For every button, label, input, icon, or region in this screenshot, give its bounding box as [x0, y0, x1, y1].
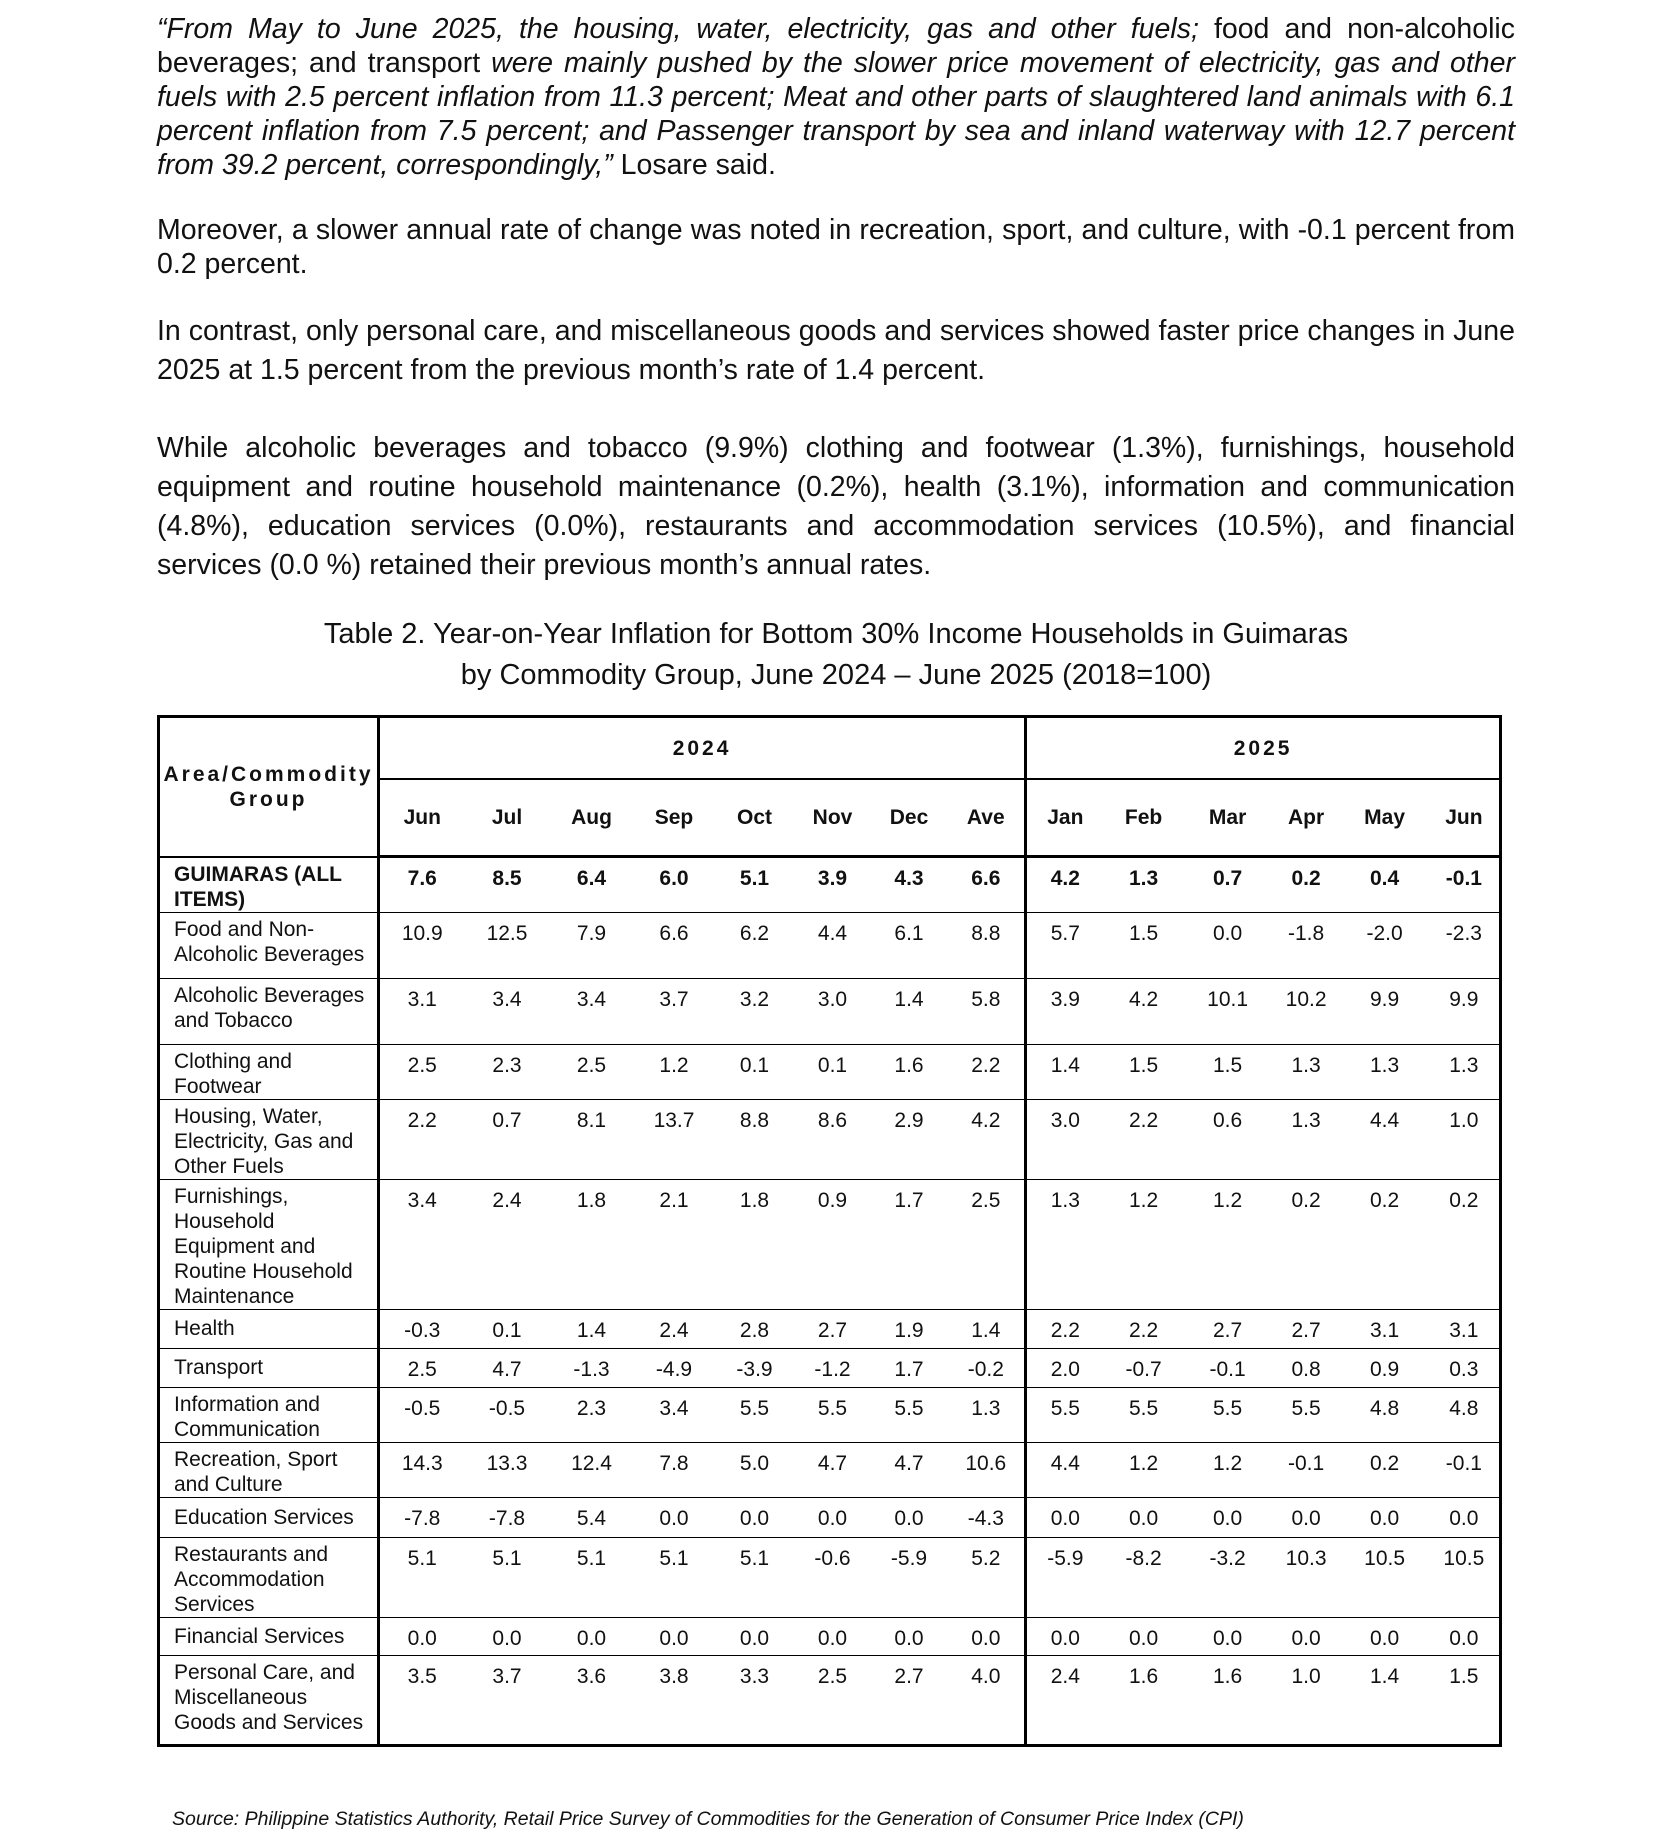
value-cell: 13.3 [486, 1451, 528, 1475]
value-cell: 2.9 [894, 1108, 924, 1132]
value-cell: 0.7 [1212, 867, 1243, 890]
value-cell: 0.0 [1212, 1626, 1243, 1650]
value-cell: 2.2 [1050, 1318, 1080, 1342]
row-label: Financial Services [159, 1617, 379, 1655]
value-cell: -1.3 [573, 1357, 610, 1381]
value-cell: 0.0 [1449, 1626, 1479, 1650]
value-cell: 0.9 [1369, 1357, 1400, 1381]
value-cell: 8.5 [492, 867, 522, 890]
row-label: Alcoholic Beverages and Tobacco [159, 978, 379, 1044]
value-cell: -4.3 [948, 1497, 1026, 1537]
paragraph-quote [157, 12, 1515, 182]
value-cell: 0.2 [1369, 1188, 1400, 1212]
value-cell: -7.8 [404, 1506, 441, 1530]
value-cell: 4.2 [948, 1099, 1026, 1179]
value-cell: 8.6 [817, 1108, 848, 1132]
value-cell: 3.5 [407, 1664, 437, 1688]
value-cell: 1.2 [1128, 1451, 1159, 1475]
value-cell: 3.9 [1050, 987, 1080, 1011]
table-row [159, 1497, 1501, 1537]
value-cell: 2.2 [1128, 1108, 1159, 1132]
value-cell: 0.0 [1212, 921, 1243, 945]
table-row [159, 1348, 1501, 1387]
value-cell: 0.0 [948, 1617, 1026, 1655]
value-cell: 1.2 [1128, 1188, 1159, 1212]
value-cell: 2.5 [407, 1053, 437, 1077]
value-cell: 3.7 [492, 1664, 522, 1688]
value-cell: -0.2 [948, 1348, 1026, 1387]
value-cell: 1.3 [1291, 1108, 1321, 1132]
value-cell: 1.5 [1128, 921, 1159, 945]
value-cell: 0.0 [659, 1626, 689, 1650]
inflation-table [157, 715, 1502, 1747]
value-cell: 2.4 [659, 1318, 689, 1342]
value-cell: 0.0 [1291, 1506, 1321, 1530]
value-cell: 1.6 [1128, 1664, 1159, 1688]
value-cell: 1.7 [894, 1188, 924, 1212]
value-cell: 1.0 [1291, 1664, 1321, 1688]
row-label: Housing, Water, Electricity, Gas and Other Fuels [159, 1099, 379, 1179]
value-cell: 0.3 [1449, 1357, 1479, 1381]
value-cell: 0.1 [492, 1318, 522, 1342]
value-cell: 1.8 [739, 1188, 770, 1212]
value-cell: 0.0 [739, 1506, 770, 1530]
table-body [159, 857, 1501, 1746]
table-row [159, 1442, 1501, 1497]
paragraph-recreation: Moreover, a slower annual rate of change was noted in recreation, sport, and culture, with -0.1 percent from 0.2 percent. [157, 214, 1515, 280]
value-cell: 1.3 [1128, 867, 1159, 890]
value-cell: 0.0 [817, 1626, 848, 1650]
value-cell: 5.1 [739, 1546, 770, 1570]
value-cell: 3.4 [576, 987, 607, 1011]
value-cell: 2.2 [948, 1044, 1026, 1099]
value-cell: 0.0 [1050, 1506, 1080, 1530]
value-cell: -8.2 [1125, 1546, 1162, 1570]
month-header: Mar [1184, 779, 1272, 857]
value-cell: 10.3 [1285, 1546, 1327, 1570]
row-label: Furnishings, Household Equipment and Routine Household Maintenance [159, 1179, 379, 1309]
value-cell: 4.7 [894, 1451, 924, 1475]
value-cell: 7.6 [407, 867, 437, 890]
value-cell: 10.1 [1207, 987, 1249, 1011]
value-cell: 0.0 [1369, 1626, 1400, 1650]
value-cell: 1.4 [576, 1318, 607, 1342]
value-cell: 0.9 [817, 1188, 848, 1212]
value-cell: 10.9 [401, 921, 443, 945]
paragraph-retained-rates: While alcoholic beverages and tobacco (9.9%) clothing and footwear (1.3%), furnishings, household equipment and routine household maintenance (0.2%), health (3.1%), information and communication (4.8%), education services (0.0%), restaurants and accommodation services (10.5%), and financial services (0.0 %) retained their previous month’s annual rates. [157, 432, 1515, 581]
value-cell: 4.8 [1369, 1396, 1400, 1420]
value-cell: 2.0 [1050, 1357, 1080, 1381]
row-label: Information and Communication [159, 1387, 379, 1442]
value-cell: 4.2 [1128, 987, 1159, 1011]
value-cell: 0.0 [492, 1626, 522, 1650]
value-cell: 8.8 [739, 1108, 770, 1132]
value-cell: 1.2 [1212, 1451, 1243, 1475]
value-cell: 5.5 [1291, 1396, 1321, 1420]
value-cell: 0.0 [1128, 1506, 1159, 1530]
quote-normal-2: Losare said. [612, 149, 776, 181]
value-cell: 3.2 [739, 987, 770, 1011]
row-label: Recreation, Sport and Culture [159, 1442, 379, 1497]
month-header: Apr [1272, 779, 1341, 857]
value-cell: 0.1 [739, 1053, 770, 1077]
row-label: GUIMARAS (ALL ITEMS) [159, 857, 379, 913]
value-cell: 0.2 [1449, 1188, 1479, 1212]
month-header: Ave [948, 779, 1026, 857]
value-cell: 3.7 [659, 987, 689, 1011]
value-cell: -7.8 [488, 1506, 526, 1530]
value-cell: 0.0 [1449, 1506, 1479, 1530]
value-cell: 1.5 [1212, 1053, 1243, 1077]
caption-line-1: Table 2. Year-on-Year Inflation for Bottom 30% Income Households in Guimaras [323, 618, 1349, 650]
row-label: Food and Non-Alcoholic Beverages [159, 912, 379, 978]
paragraph-personal-care: In contrast, only personal care, and miscellaneous goods and services showed faster price changes in June 2025 at 1.5 percent from the previous month’s rate of 1.4 percent. [157, 315, 1515, 386]
value-cell: 5.5 [1050, 1396, 1080, 1420]
value-cell: 2.4 [492, 1188, 522, 1212]
value-cell: 8.1 [576, 1108, 607, 1132]
value-cell: 6.1 [894, 921, 924, 945]
value-cell: 3.4 [492, 987, 522, 1011]
value-cell: 1.8 [576, 1188, 607, 1212]
value-cell: 3.0 [1050, 1108, 1080, 1132]
value-cell: 1.7 [894, 1357, 924, 1381]
value-cell: 3.1 [407, 987, 437, 1011]
quote-italic-1: “From May to June 2025, the housing, water, electricity, gas and other fuels; [157, 13, 1199, 45]
value-cell: -0.5 [404, 1396, 441, 1420]
value-cell: 0.8 [1291, 1357, 1321, 1381]
value-cell: 1.0 [1449, 1108, 1479, 1132]
value-cell: 3.4 [407, 1188, 437, 1212]
value-cell: 10.5 [1364, 1546, 1406, 1570]
value-cell: -4.9 [655, 1357, 693, 1381]
value-cell: 9.9 [1449, 987, 1479, 1011]
inflation-table-wrapper [157, 715, 1499, 1747]
value-cell: 2.1 [659, 1188, 689, 1212]
value-cell: 1.3 [1291, 1053, 1321, 1077]
month-header: Feb [1104, 779, 1184, 857]
value-cell: 1.2 [659, 1053, 689, 1077]
value-cell: 2.5 [407, 1357, 437, 1381]
value-cell: -1.8 [1288, 921, 1325, 945]
value-cell: 0.0 [1291, 1626, 1321, 1650]
value-cell: -0.3 [404, 1318, 441, 1342]
row-label: Education Services [159, 1497, 379, 1537]
quote-normal-1: food and non-alcoholic beverages; and transport [157, 13, 1516, 79]
value-cell: -3.2 [1209, 1546, 1246, 1570]
value-cell: 1.9 [894, 1318, 924, 1342]
value-cell: 10.5 [1443, 1546, 1485, 1570]
table-row [159, 1655, 1501, 1745]
value-cell: 5.1 [659, 1546, 689, 1570]
value-cell: -0.1 [1445, 1451, 1482, 1475]
value-cell: 2.3 [576, 1396, 607, 1420]
value-cell: -0.1 [1288, 1451, 1325, 1475]
value-cell: 7.9 [576, 921, 607, 945]
value-cell: 2.5 [948, 1179, 1026, 1309]
value-cell: 6.0 [659, 867, 689, 890]
month-header: Dec [871, 779, 948, 857]
value-cell: -0.5 [488, 1396, 526, 1420]
value-cell: -0.6 [814, 1546, 851, 1570]
value-cell: 1.5 [1449, 1664, 1479, 1688]
value-cell: 1.6 [1212, 1664, 1243, 1688]
value-cell: 2.8 [739, 1318, 770, 1342]
value-cell: 0.0 [1369, 1506, 1400, 1530]
table-row [159, 978, 1501, 1044]
value-cell: 5.1 [739, 867, 770, 890]
value-cell: 1.6 [894, 1053, 924, 1077]
value-cell: 4.8 [1449, 1396, 1479, 1420]
table-row [159, 857, 1501, 913]
value-cell: 4.4 [817, 921, 848, 945]
value-cell: -1.2 [814, 1357, 851, 1381]
value-cell: 0.0 [739, 1626, 770, 1650]
value-cell: 1.3 [948, 1387, 1026, 1442]
month-header: Jul [465, 779, 550, 857]
value-cell: 2.7 [1212, 1318, 1243, 1342]
value-cell: 0.0 [894, 1626, 924, 1650]
year-header-row [159, 717, 1501, 780]
row-label: Personal Care, and Miscellaneous Goods and Services [159, 1655, 379, 1745]
value-cell: -0.1 [1445, 867, 1482, 890]
table-row [159, 1309, 1501, 1348]
table-row [159, 1537, 1501, 1617]
month-header: Oct [715, 779, 795, 857]
year-2024-header: 2024 [379, 717, 1026, 780]
value-cell: -5.9 [1047, 1546, 1084, 1570]
table-row [159, 912, 1501, 978]
value-cell: 0.0 [894, 1506, 924, 1530]
value-cell: 3.9 [817, 867, 848, 890]
value-cell: 8.8 [948, 912, 1026, 978]
value-cell: 2.3 [492, 1053, 522, 1077]
value-cell: 5.5 [894, 1396, 924, 1420]
value-cell: 1.4 [948, 1309, 1026, 1348]
value-cell: 6.6 [659, 921, 689, 945]
month-header: Jun [1429, 779, 1501, 857]
value-cell: 0.2 [1369, 1451, 1400, 1475]
value-cell: -0.7 [1125, 1357, 1162, 1381]
value-cell: 3.3 [739, 1664, 770, 1688]
value-cell: -5.9 [890, 1546, 928, 1570]
value-cell: 6.2 [739, 921, 770, 945]
value-cell: 1.4 [1050, 1053, 1080, 1077]
quote-italic-2: were mainly pushed by the slower price movement of electricity, gas and other fuels with 2.5 percent inflation from 11.3 percent; Meat and other parts of slaughtered land animals with 6.1 percent inflation from 7.5 percent; and Passenger transport by sea and inland waterway with 12.7 percent from 39.2 percent, correspondingly,” [157, 47, 1515, 181]
value-cell: 3.1 [1449, 1318, 1479, 1342]
row-label: Health [159, 1309, 379, 1348]
value-cell: 7.8 [659, 1451, 689, 1475]
value-cell: 2.7 [1291, 1318, 1321, 1342]
month-header: Aug [550, 779, 634, 857]
value-cell: 0.0 [1128, 1626, 1159, 1650]
value-cell: 5.1 [576, 1546, 607, 1570]
value-cell: -0.1 [1209, 1357, 1246, 1381]
table-row [159, 1099, 1501, 1179]
value-cell: 1.4 [1369, 1664, 1400, 1688]
value-cell: 2.7 [817, 1318, 848, 1342]
value-cell: 2.5 [817, 1664, 848, 1688]
table-caption [157, 614, 1515, 696]
value-cell: 0.0 [576, 1626, 607, 1650]
caption-line-2: by Commodity Group, June 2024 – June 2025 (2018=100) [460, 659, 1212, 691]
value-cell: -2.3 [1445, 921, 1482, 945]
value-cell: 12.4 [571, 1451, 612, 1475]
value-cell: 5.5 [817, 1396, 848, 1420]
value-cell: 3.0 [817, 987, 848, 1011]
value-cell: 4.4 [1050, 1451, 1080, 1475]
table-row [159, 1617, 1501, 1655]
value-cell: 5.5 [1212, 1396, 1243, 1420]
value-cell: 3.4 [659, 1396, 689, 1420]
year-2025-header: 2025 [1026, 717, 1501, 780]
value-cell: 12.5 [486, 921, 528, 945]
value-cell: 5.7 [1050, 921, 1080, 945]
value-cell: 5.0 [739, 1451, 770, 1475]
value-cell: 5.8 [948, 978, 1026, 1044]
value-cell: 5.4 [576, 1506, 607, 1530]
value-cell: 2.7 [894, 1664, 924, 1688]
value-cell: 2.4 [1050, 1664, 1080, 1688]
value-cell: 0.7 [492, 1108, 522, 1132]
value-cell: 1.5 [1128, 1053, 1159, 1077]
value-cell: 6.4 [576, 867, 607, 890]
source-note: Source: Philippine Statistics Authority, Retail Price Survey of Commodities for the Generation of Consumer Price Index (CPI) [172, 1808, 1244, 1830]
value-cell: 2.5 [576, 1053, 607, 1077]
value-cell: 5.1 [492, 1546, 522, 1570]
value-cell: 6.6 [948, 857, 1026, 913]
value-cell: 3.1 [1369, 1318, 1400, 1342]
value-cell: 0.0 [1212, 1506, 1243, 1530]
value-cell: 2.2 [407, 1108, 437, 1132]
month-header: Jun [379, 779, 465, 857]
value-cell: 0.2 [1291, 1188, 1321, 1212]
value-cell: 10.6 [948, 1442, 1026, 1497]
value-cell: 0.1 [817, 1053, 848, 1077]
value-cell: 2.2 [1128, 1318, 1159, 1342]
value-cell: 1.3 [1369, 1053, 1400, 1077]
value-cell: 5.1 [407, 1546, 437, 1570]
value-cell: 9.9 [1369, 987, 1400, 1011]
month-header: Jan [1026, 779, 1104, 857]
value-cell: 0.2 [1291, 867, 1321, 890]
month-header: May [1341, 779, 1429, 857]
value-cell: 0.0 [659, 1506, 689, 1530]
value-cell: 3.6 [576, 1664, 607, 1688]
table-row [159, 1044, 1501, 1099]
value-cell: 4.0 [948, 1655, 1026, 1745]
value-cell: 3.8 [659, 1664, 689, 1688]
value-cell: 5.5 [1128, 1396, 1159, 1420]
value-cell: -3.9 [736, 1357, 773, 1381]
value-cell: 4.4 [1369, 1108, 1400, 1132]
value-cell: -2.0 [1366, 921, 1403, 945]
value-cell: 5.2 [948, 1537, 1026, 1617]
value-cell: 0.0 [1050, 1626, 1080, 1650]
value-cell: 1.3 [1449, 1053, 1479, 1077]
value-cell: 4.3 [894, 867, 924, 890]
value-cell: 10.2 [1285, 987, 1327, 1011]
value-cell: 4.7 [492, 1357, 522, 1381]
value-cell: 0.6 [1212, 1108, 1243, 1132]
month-header: Nov [795, 779, 871, 857]
value-cell: 4.2 [1050, 867, 1080, 890]
area-commodity-header: Area/Commodity Group [159, 717, 379, 857]
value-cell: 4.7 [817, 1451, 848, 1475]
table-row [159, 1387, 1501, 1442]
value-cell: 1.3 [1050, 1188, 1080, 1212]
value-cell: 0.4 [1369, 867, 1400, 890]
table-row [159, 1179, 1501, 1309]
value-cell: 5.5 [739, 1396, 770, 1420]
value-cell: 13.7 [653, 1108, 695, 1132]
value-cell: 14.3 [401, 1451, 443, 1475]
value-cell: 0.0 [817, 1506, 848, 1530]
row-label: Clothing and Footwear [159, 1044, 379, 1099]
month-header: Sep [634, 779, 715, 857]
value-cell: 1.2 [1212, 1188, 1243, 1212]
row-label: Restaurants and Accommodation Services [159, 1537, 379, 1617]
row-label: Transport [159, 1348, 379, 1387]
value-cell: 1.4 [894, 987, 924, 1011]
value-cell: 0.0 [407, 1626, 437, 1650]
